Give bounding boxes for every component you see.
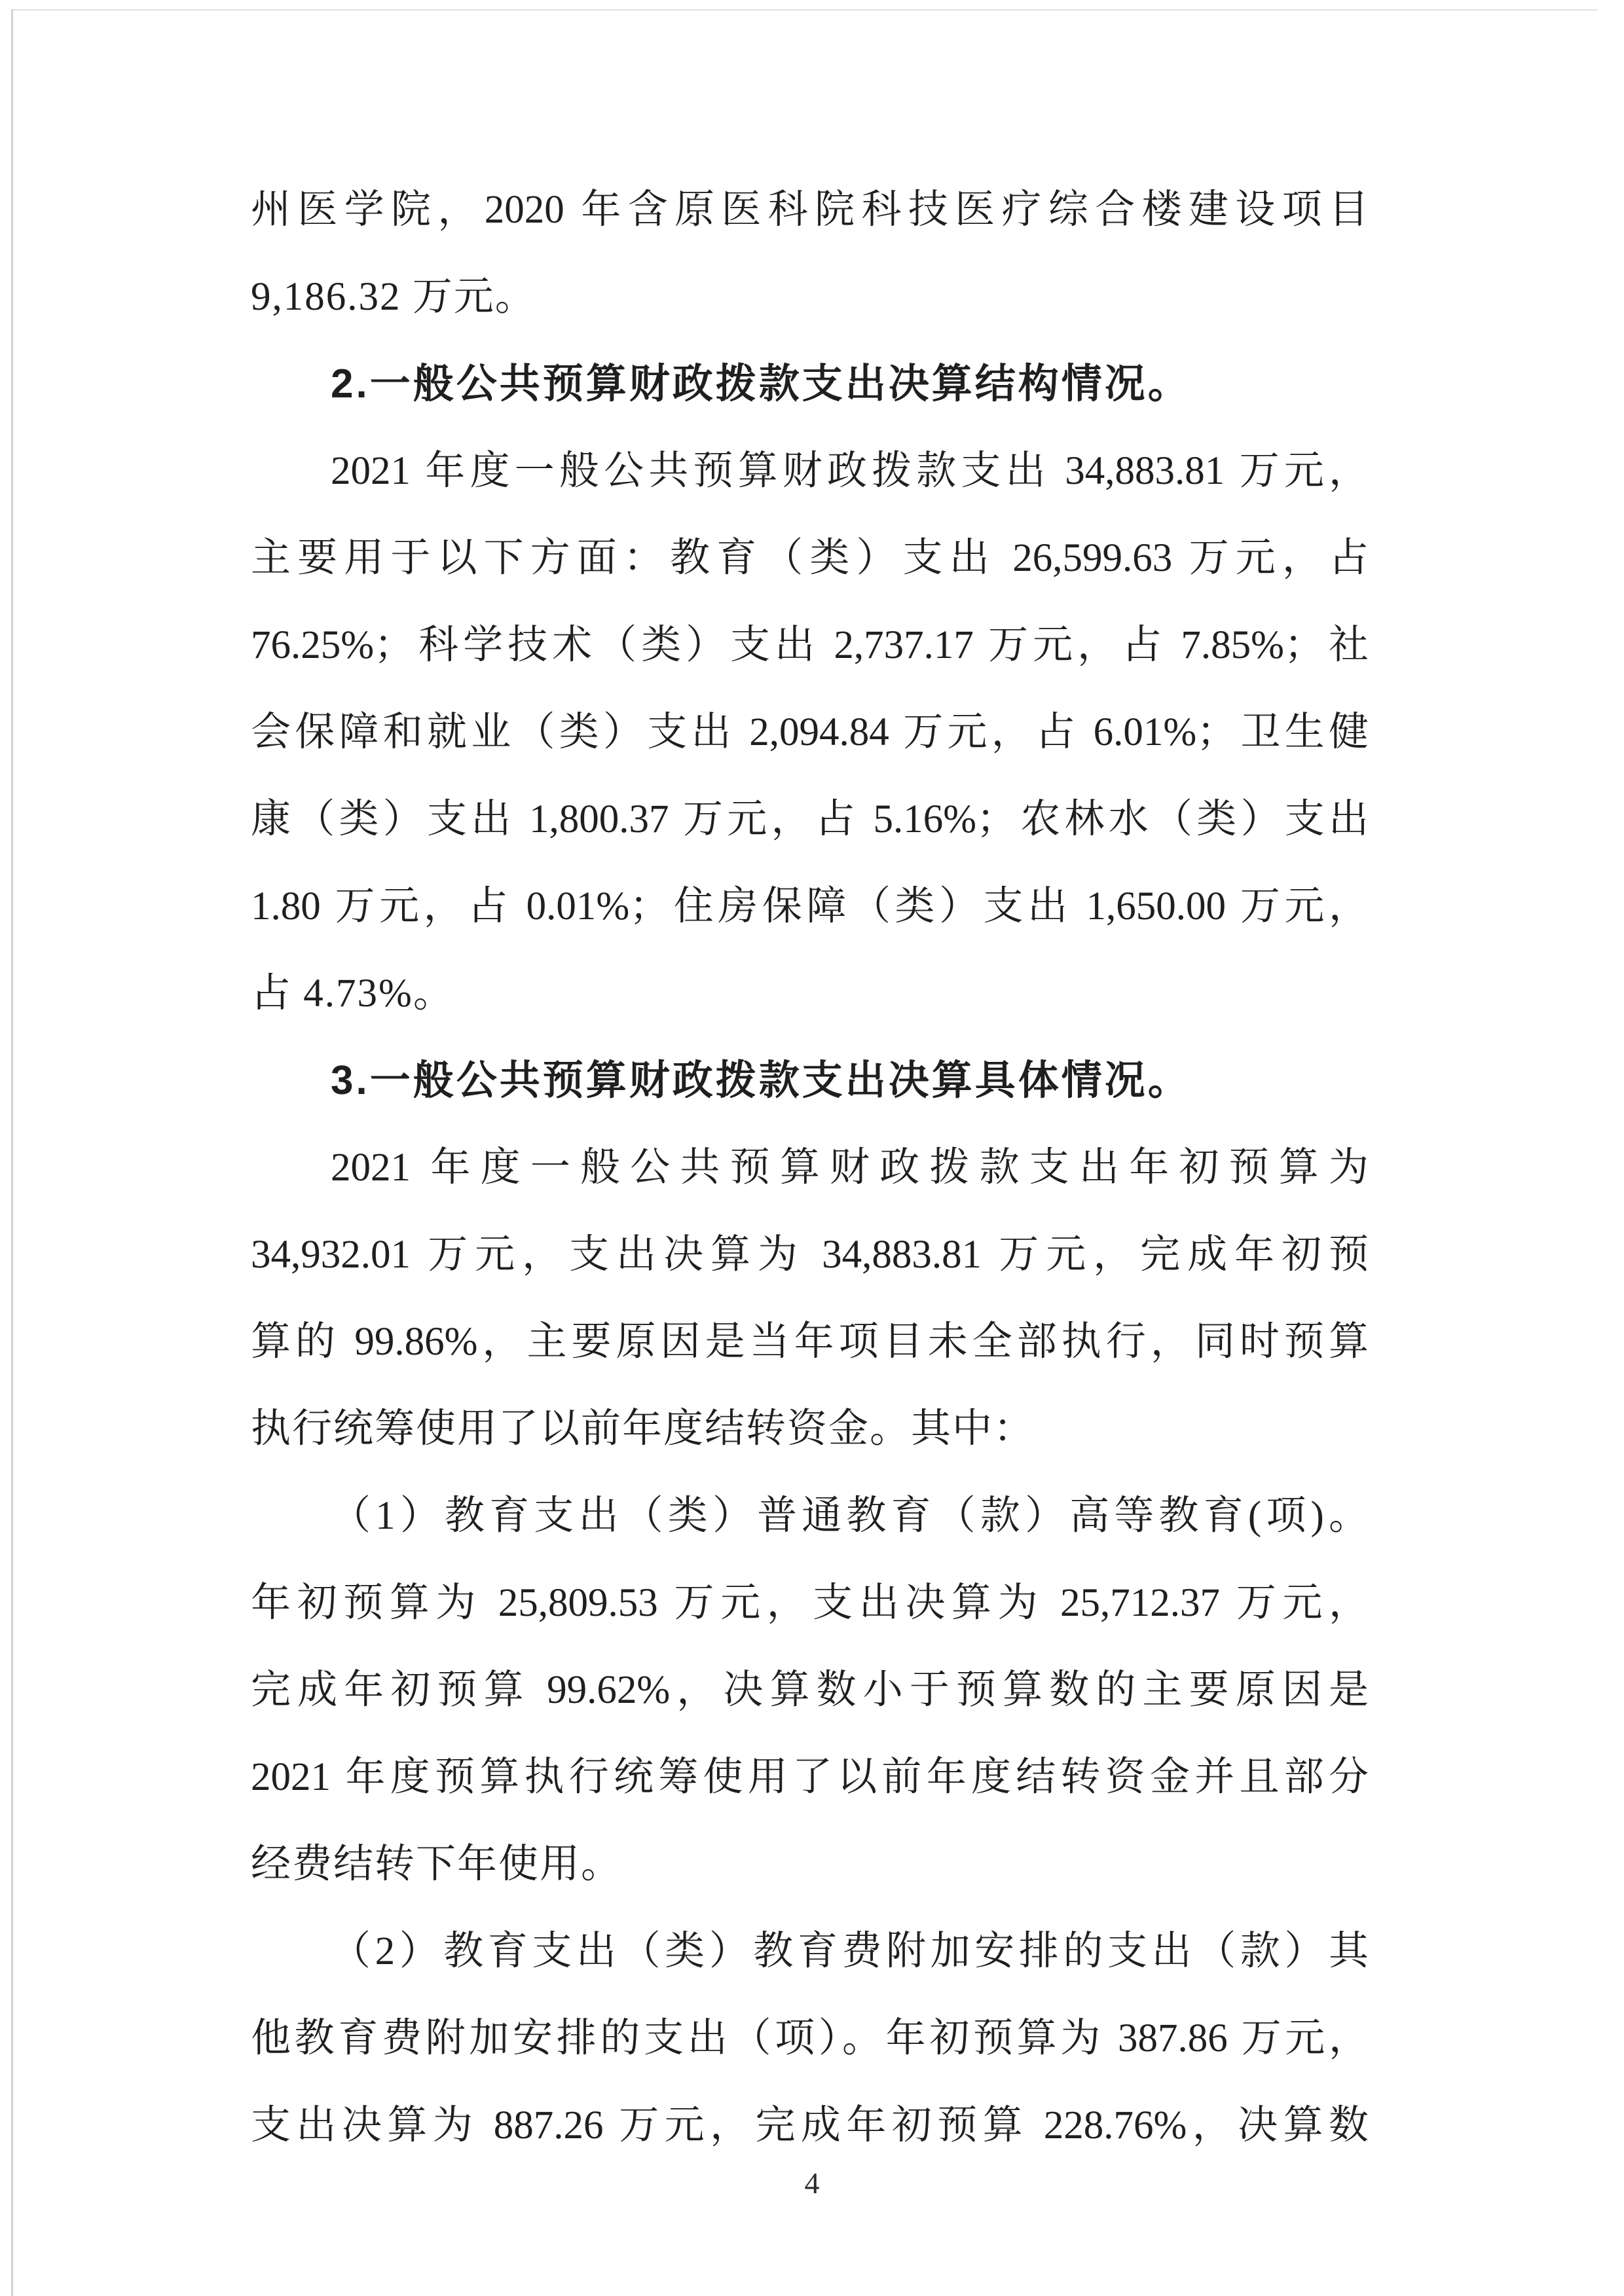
text-line-15: 执行统筹使用了以前年度结转资金。其中：	[251, 1407, 1035, 1451]
text-line-12: 2021 年度一般公共预算财政拨款支出年初预算为	[331, 1146, 1369, 1190]
text-line-17: 年初预算为 25,809.53 万元，支出决算为 25,712.37 万元，	[251, 1581, 1369, 1625]
document-text-block	[251, 166, 1369, 2169]
text-line-22: 他教育费附加安排的支出（项）。年初预算为 387.86 万元，	[251, 2016, 1369, 2060]
text-line-9: 1.80 万元，占 0.01%；住房保障（类）支出 1,650.00 万元，	[251, 884, 1369, 928]
text-line-21: （2）教育支出（类）教育费附加安排的支出（款）其	[331, 1929, 1369, 1973]
text-line-5: 主要用于以下方面：教育（类）支出 26,599.63 万元，占	[251, 536, 1369, 580]
section-heading-2: 2.一般公共预算财政拨款支出决算结构情况。	[331, 361, 1191, 407]
text-line-8: 康（类）支出 1,800.37 万元，占 5.16%；农林水（类）支出	[251, 797, 1369, 841]
text-line-14: 算的 99.86%，主要原因是当年项目未全部执行，同时预算	[251, 1320, 1369, 1364]
text-line-20: 经费结转下年使用。	[251, 1842, 623, 1886]
text-line-2: 9,186.32 万元。	[251, 275, 536, 319]
text-line-18: 完成年初预算 99.62%，决算数小于预算数的主要原因是	[251, 1668, 1369, 1712]
text-line-19: 2021 年度预算执行统筹使用了以前年度结转资金并且部分	[251, 1755, 1369, 1799]
text-line-1: 州医学院，2020 年含原医科院科技医疗综合楼建设项目	[251, 188, 1369, 232]
text-line-13: 34,932.01 万元，支出决算为 34,883.81 万元，完成年初预	[251, 1233, 1369, 1277]
text-line-7: 会保障和就业（类）支出 2,094.84 万元，占 6.01%；卫生健	[251, 710, 1369, 754]
page-number: 4	[804, 2166, 820, 2200]
text-line-4: 2021 年度一般公共预算财政拨款支出 34,883.81 万元，	[331, 449, 1369, 493]
text-line-23: 支出决算为 887.26 万元，完成年初预算 228.76%，决算数	[251, 2104, 1369, 2147]
text-line-6: 76.25%；科学技术（类）支出 2,737.17 万元，占 7.85%；社	[251, 623, 1369, 667]
section-heading-3: 3.一般公共预算财政拨款支出决算具体情况。	[331, 1058, 1191, 1103]
scan-edge-left-line	[11, 9, 13, 2296]
text-line-16: （1）教育支出（类）普通教育（款）高等教育(项)。	[331, 1494, 1369, 1538]
scan-edge-top-line	[11, 9, 1598, 10]
text-line-10: 占 4.73%。	[251, 972, 454, 1015]
